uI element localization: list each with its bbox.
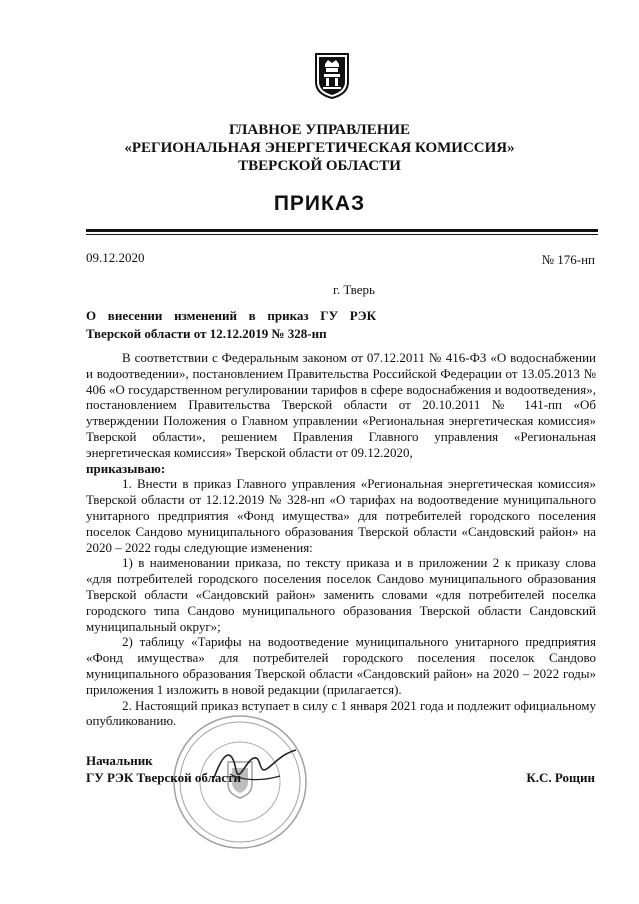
document-type-title: ПРИКАЗ xyxy=(273,192,366,215)
document-date: 09.12.2020 xyxy=(86,250,145,265)
order-word: приказываю: xyxy=(86,460,166,476)
document-city: г. Тверь xyxy=(333,282,375,297)
org-name-line-1: ГЛАВНОЕ УПРАВЛЕНИЕ xyxy=(228,122,411,138)
header-divider-thin xyxy=(86,234,598,235)
item-1-2-paragraph: 2) таблицу «Тарифы на водоотведение муниципального унитарного предприятия «Фонд имущества» для потребителей городского поселения поселок Сандово муниципального образования Тверской области «Сандовский район» на 2020 – 2022 годы» приложения 1 изложить в новой редакции (прилагается). xyxy=(86,634,596,697)
item-1-paragraph: 1. Внести в приказ Главного управления «Региональная энергетическая комиссия» Тверской области от 12.12.2019 № 328-нп «О тарифах на водоотведение муниципального унитарного предприятия «Фонд имущества» для потребителей городского поселения поселок Сандово муниципального образования Тверской области «Сандовский район» на 2020 – 2022 годы следующие изменения: xyxy=(86,476,596,555)
item-1-1-paragraph: 1) в наименовании приказа, по тексту приказа и в приложении 2 к приказу слова «для потребителей городского поселения поселок Сандово муниципального образования Тверской области «Сандовский район» заменить словами «для потребителей поселка городского типа Сандово муниципального образования Тверской области Сандовский муниципальный округ»; xyxy=(86,555,596,634)
handwritten-signature-icon xyxy=(210,740,300,790)
org-name-line-3: ТВЕРСКОЙ ОБЛАСТИ xyxy=(238,158,401,174)
document-subject: О внесении изменений в приказ ГУ РЭК Тверской области от 12.12.2019 № 328-нп xyxy=(86,308,376,341)
item-2-paragraph: 2. Настоящий приказ вступает в силу с 1 января 2021 года и подлежит официальному опубликованию. xyxy=(86,697,596,729)
preamble-paragraph: В соответствии с Федеральным законом от 07.12.2011 № 416-ФЗ «О водоснабжении и водоотведении», постановлением Правительства Российской Федерации от 13.05.2013 № 406 «О государственном регулировании тарифов в сфере водоснабжения и водоотведения», постановлением Правительства Тверской области от 20.10.2011 № 141-пп «Об утверждении Положения о Главном управлении «Региональная энергетическая комиссия» Тверской области», решением Правления Главного управления «Региональная энергетическая комиссия» Тверской области от 09.12.2020, xyxy=(86,350,596,460)
signatory-position-line-1: Начальник xyxy=(86,753,153,768)
signatory-position-line-2: ГУ РЭК Тверской области xyxy=(86,770,241,785)
signatory-name: К.С. Рощин xyxy=(526,770,595,785)
org-name-line-2: «РЕГИОНАЛЬНАЯ ЭНЕРГЕТИЧЕСКАЯ КОМИССИЯ» xyxy=(124,140,515,156)
document-number: № 176-нп xyxy=(541,252,595,267)
tver-coat-of-arms-icon xyxy=(314,52,350,100)
header-divider-thick xyxy=(86,229,598,232)
document-body xyxy=(86,350,596,729)
